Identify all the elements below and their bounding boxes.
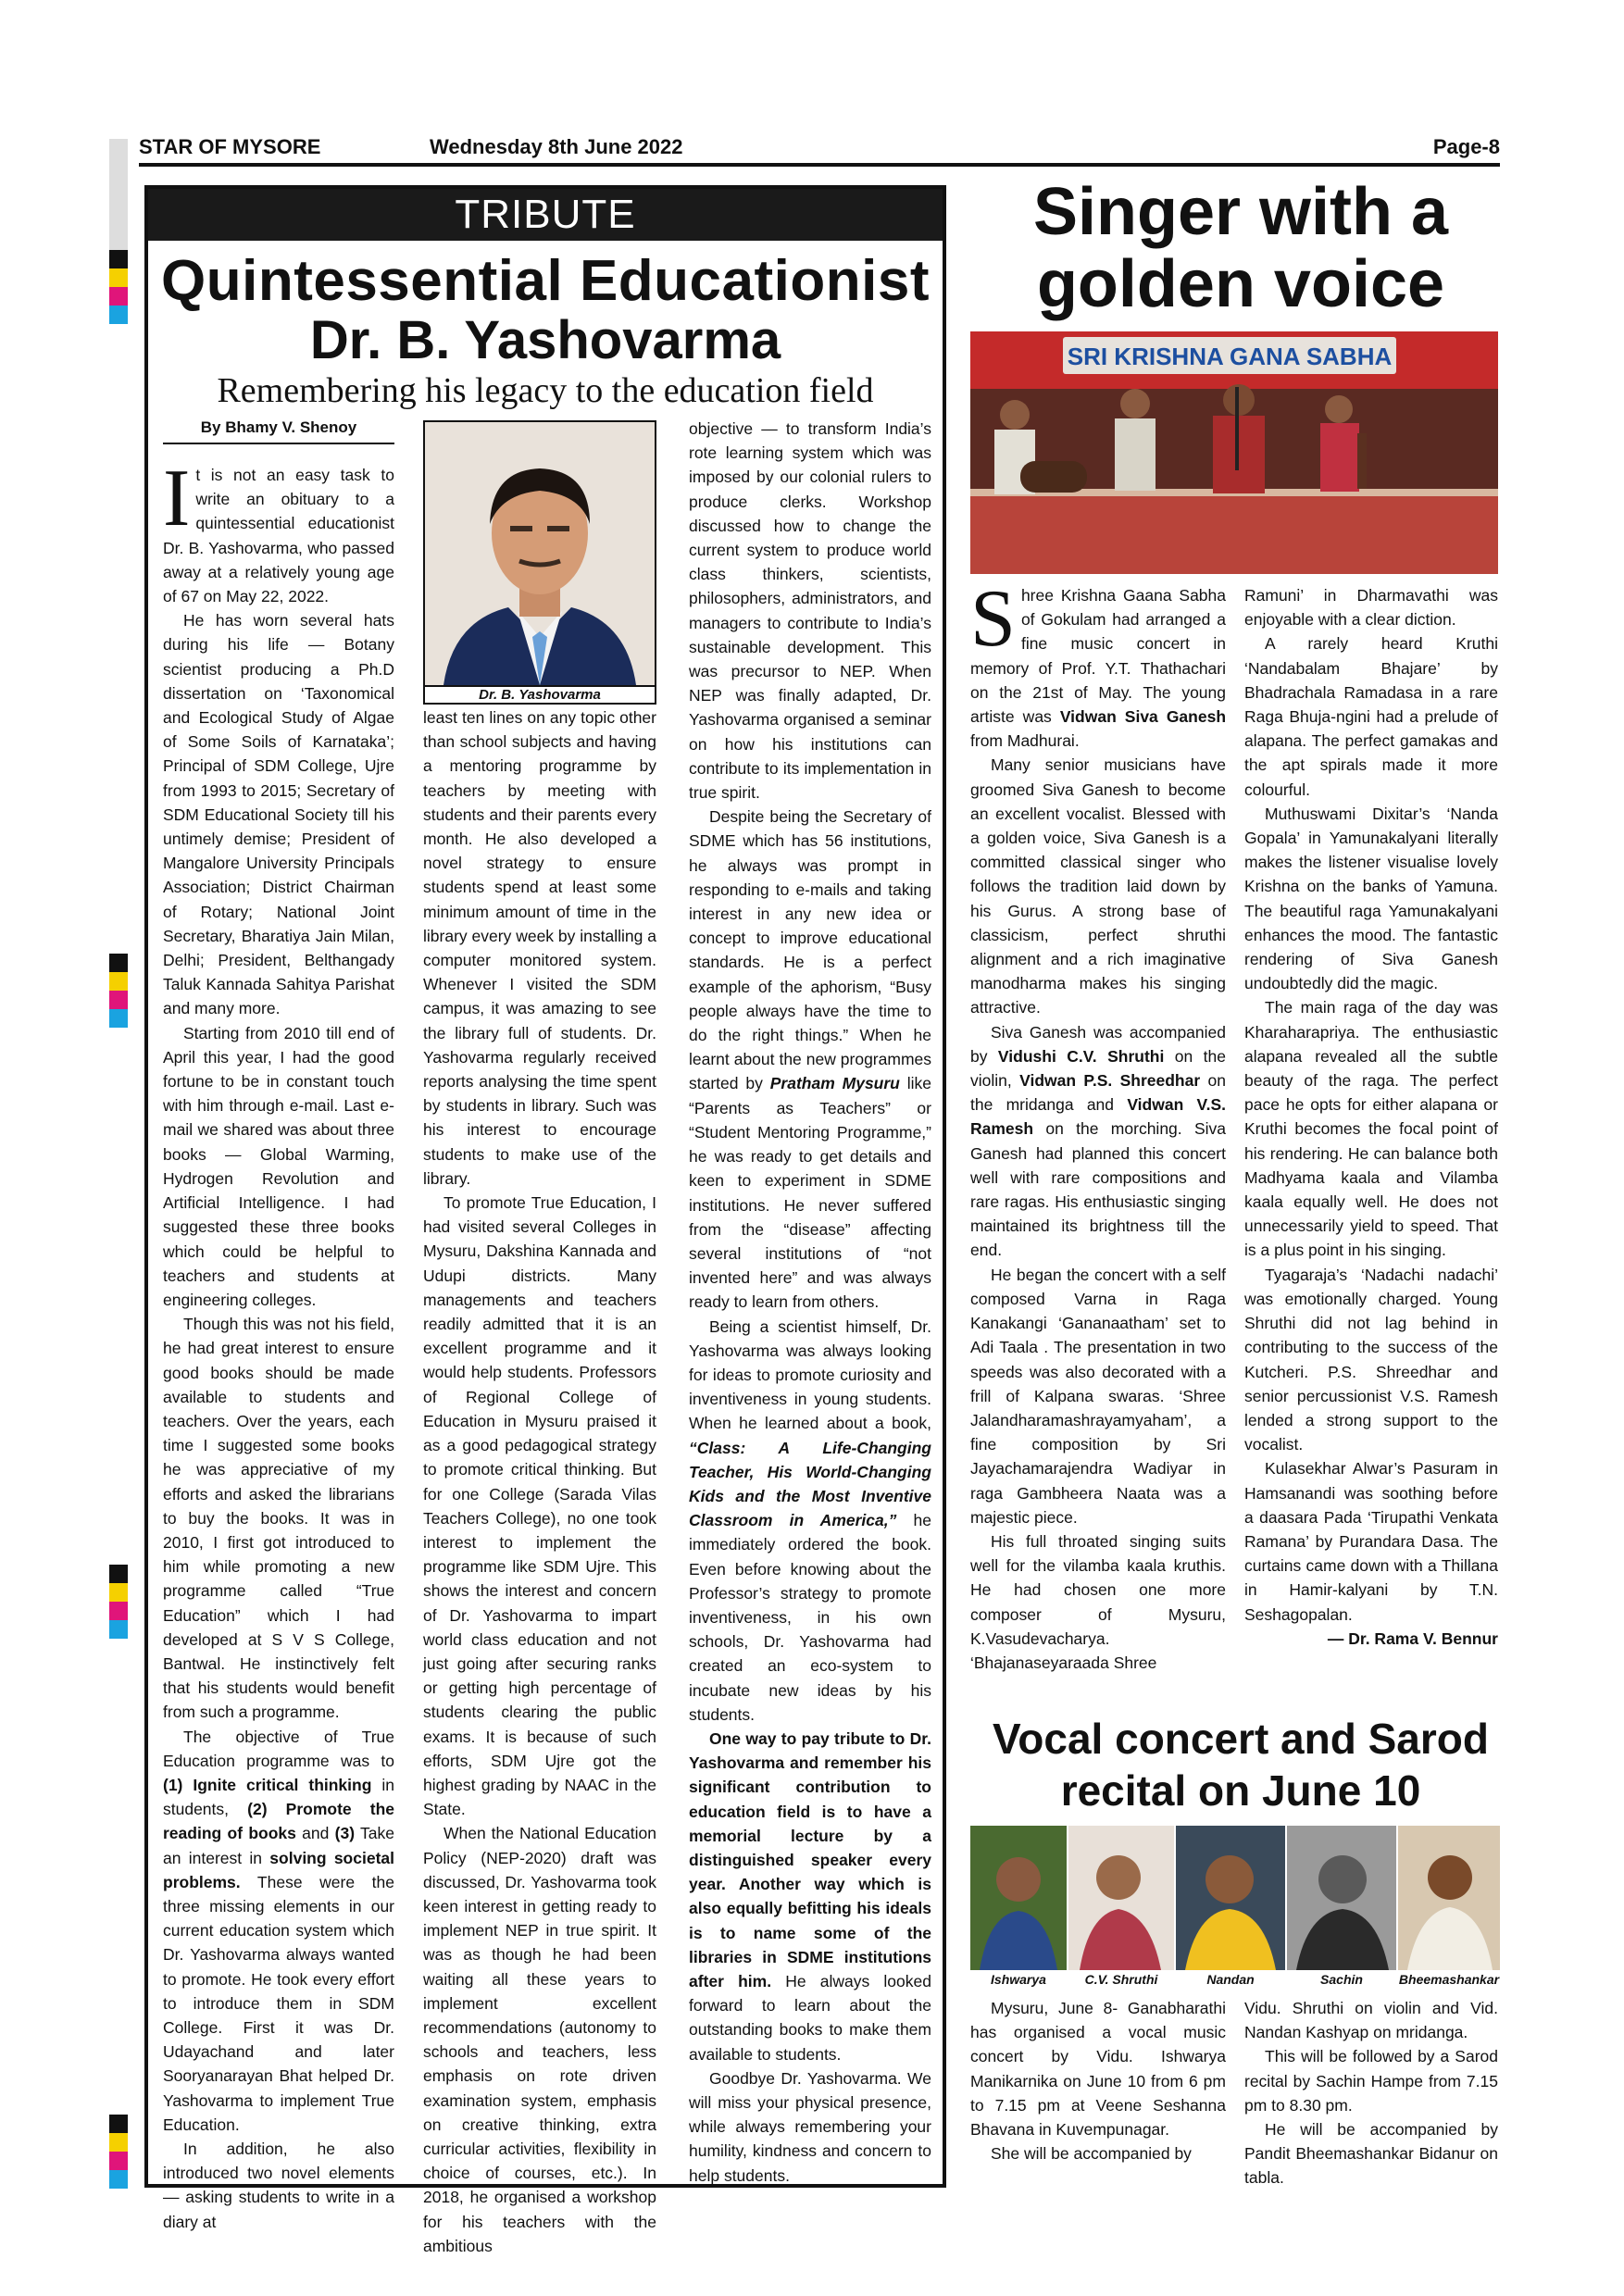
caption-ishwarya: Ishwarya: [991, 1972, 1046, 1987]
paragraph: Tyagaraja’s ‘Nadachi nadachi’ was emotionally charged. Young Shruthi did not lag behind in contributing to the success of the Kutcheri. P.S. Shreedhar and senior percussionist V.S. Ramesh lended a strong support to the vocalist.: [1244, 1265, 1498, 1454]
caption-sachin: Sachin: [1320, 1972, 1363, 1987]
tribute-column-3: [689, 417, 931, 2188]
concert-headline: Vocal concert and Sarod recital on June 10: [993, 1715, 1489, 1815]
concert-column-2: [1244, 1996, 1498, 2190]
photo-sachin: [1287, 1826, 1396, 1970]
photo-nandan: [1176, 1826, 1285, 1970]
headline: Quintessential Educationist: [161, 249, 930, 313]
drop-cap: S: [970, 574, 1016, 664]
concert-column-1: [970, 1996, 1226, 2165]
paragraph: In addition, he also introduced two novel elements — asking students to write in a diary at: [163, 2140, 394, 2231]
portrait-illustration: [1068, 1826, 1174, 1970]
paragraph: Starting from 2010 till end of April this year, I had the good fortune to be in constant touch with him through e-mail. Last e-mail we shared was about three books — Global Warming, Hydrogen Revolution and Artificial Intelligence. I had suggested these three books which could be helpful to teachers and students at engineering colleges.: [163, 1023, 394, 1309]
paragraph: Muthuswami Dixitar’s ‘Nanda Gopala’ in Yamunakalyani literally makes the listener visualise lovely Krishna on the banks of Yamuna. The beautiful raga Yamunakalyani enhances the mood. The fantastic rendering of Siva Ganesh undoubtedly did the magic.: [1244, 804, 1498, 993]
caption-cv-shruthi: C.V. Shruthi: [1084, 1972, 1158, 1987]
singer-headline-2: golden voice: [1036, 247, 1445, 321]
section-band: TRIBUTE: [148, 189, 943, 241]
headline-name: Dr. B. Yashovarma: [309, 310, 781, 370]
paper-name: STAR OF MYSORE: [139, 135, 321, 158]
tribute-column-1: [163, 454, 395, 2234]
paragraph: Many senior musicians have groomed Siva Ganesh to become an excellent vocalist. Blessed with a golden voice, Siva Ganesh is a committed classical singer who follows the tradition laid down by his Gurus. A strong base of classicism, perfect shruthi alignment and a rich imaginative manodharma makes his singing attractive.: [970, 755, 1226, 1017]
portrait-photo: [423, 420, 656, 687]
paragraph: Though this was not his field, he had great interest to ensure good books should be made available to students and teachers. Over the years, each time I suggested some books he was appreciative of my efforts and asked the librarians to buy the books. It was in 2010, I first got introduced to him while promoting a new programme called “True Education” which I had developed at S V S College, Bantwal. He instinctively felt that his students would benefit from such a programme.: [163, 1315, 394, 1722]
paragraph: A rarely heard Kruthi ‘Nandabalam Bhajare’ by Bhadrachala Ramadasa in a rare Raga Bhuja-ngini had a prelude of alapana. The perfect gamakas and the apt spirals made it more colourful.: [1244, 634, 1498, 799]
stage-illustration: [970, 331, 1498, 574]
header-rule: [139, 163, 1500, 167]
caption-bheemashankar: Bheemashankar: [1398, 1972, 1500, 1987]
portrait-illustration: [1176, 1826, 1285, 1970]
singer-column-2: [1244, 583, 1498, 1651]
portrait-illustration: [1287, 1826, 1396, 1970]
photo-bheemashankar: [1398, 1826, 1500, 1970]
stage-banner-text: SRI KRISHNA GANA SABHA: [1067, 343, 1393, 370]
paragraph: Despite being the Secretary of SDME which has 56 institutions, he always was prompt in responding to e-mails and taking interest in any new idea or concept to improve educational standards. He is a perfect example of the aphorism, “Busy people always have the time to do the right things.” When he learnt about the new programmes started by Pratham Mysuru like “Parents as Teachers” or “Student Mentoring Programme,” he was ready to get details and keen to experiment in SDME institutions. He never suffered from the “disease” affecting several institutions of “not invented here” and was always ready to learn from others.: [689, 807, 932, 1312]
paragraph: objective — to transform India’s rote learning system which was imposed by our colonial rulers to produce clerks. Workshop discussed how to change the current system to produce world class thinkers, scientists, philosophers, administrators, and managers to contribute to India’s sustainable development. This was precursor to NEP. When NEP was finally adapted, Dr. Yashovarma organised a seminar on how his institutions can contribute to its implementation in true spirit.: [689, 419, 931, 803]
caption-nandan: Nandan: [1206, 1972, 1255, 1987]
paragraph: To promote True Education, I had visited several Colleges in Mysuru, Dakshina Kannada and Udupi districts. Many managements and teachers readily admitted that it is an excellent programme and it would help students. Professors of Regional College of Education in Mysuru praised it as a good pedagogical strategy to promote critical thinking. But for one College (Sarada Vilas Teachers College), no one took interest to implement the programme like SDM Ujre. This shows the interest and concern of Dr. Yashovarma to impart world class education and not just going after securing ranks or getting high percentage of students clearing the public exams. It is because of such efforts, SDM Ujre got the highest grading by NAAC in the State.: [423, 1193, 656, 1819]
paragraph: Being a scientist himself, Dr. Yashovarma was always looking for ideas to promote curiosity and inventiveness in young students. When he learned about a book, “Class: A Life-Changing Teacher, His World-Changing Kids and the Most Inventive Classroom in America,” he immediately ordered the book. Even before knowing about the Professor’s strategy to promote inventiveness, in his own schools, Dr. Yashovarma had created an eco-system to incubate new ideas by his students.: [689, 1316, 931, 1724]
paragraph: His full throated singing suits well for the vilamba kaala kruthis. He had chosen one more composer of Mysuru, K.Vasudevacharya. ‘Bhajanaseyaraada Shree: [970, 1531, 1226, 1672]
page-number: Page-8: [1432, 135, 1500, 158]
photo-ishwarya: [970, 1826, 1067, 1970]
paragraph: One way to pay tribute to Dr. Yashovarma and remember his significant contribution to education field is to have a memorial lecture by a distinguished speaker every year. Another way which is also equally befitting his ideals is to name some of the libraries in SDME institutions after him. He always looked forward to learn about the outstanding books to make them available to students.: [689, 1728, 931, 2064]
page-header: [139, 135, 1500, 163]
concert-photo: [970, 331, 1498, 574]
paragraph: This will be followed by a Sarod recital by Sachin Hampe from 7.15 pm to 8.30 pm.: [1244, 2047, 1498, 2115]
issue-date: Wednesday 8th June 2022: [430, 135, 683, 158]
paragraph: Siva Ganesh was accompanied by Vidushi C.V. Shruthi on the violin, Vidwan P.S. Shreedhar on the mridanga and Vidwan V.S. Ramesh on the morching. Siva Ganesh had planned this concert well with rare compositions and rare ragas. His enthusiastic singing maintained its brightness till the end.: [970, 1022, 1227, 1260]
paragraph: He began the concert with a self composed Varna in Raga Kanakangi ‘Gananaatham’ set to Adi Taala . The presentation in two speeds was also decorated with a frill of Kalpana swaras. ‘Shree Jalandharamashrayamyaham’, a fine composition by Sri Jayachamarajendra Wadiyar in raga Gambheera Naata was a majestic piece.: [970, 1265, 1226, 1527]
paragraph: Goodbye Dr. Yashovarma. We will miss your physical presence, while always remembering your humility, kindness and concern to help students.: [689, 2068, 931, 2185]
registration-bar: [109, 1565, 128, 1639]
photo-cv-shruthi: [1068, 1826, 1174, 1970]
author-signoff: — Dr. Rama V. Bennur: [1327, 1628, 1498, 1648]
paragraph: Mysuru, June 8- Ganabharathi has organised a vocal music concert by Vidu. Ishwarya Manikarnika on June 10 from 6 pm to 7.15 pm at Veene Seshanna Bhavana in Kuvempunagar.: [970, 1999, 1226, 2140]
paragraph: The objective of True Education programme was to (1) Ignite critical thinking in students, (2) Promote the reading of books and (3) Take an interest in solving societal problems. These were the three missing elements in our current education system which Dr. Yashovarma always wanted to promote. He took every effort to introduce them in SDM College. First it was Dr. Udayachand and later Sooryanarayan Bhat helped Dr. Yashovarma to implement True Education.: [163, 1727, 395, 2134]
paragraph: When the National Education Policy (NEP-2020) draft was discussed, Dr. Yashovarma took keen interest in getting ready to implement NEP in true spirit. It was as though he had been waiting all these years to implement excellent recommendations (autonomy to schools and teachers, less emphasis on rote driven examination system, emphasis on creative thinking, extra curricular activities, flexibility in choice of courses, etc.). In 2018, he organised a workshop for his teachers with the ambitious: [423, 1824, 656, 2255]
portrait-illustration: [970, 1826, 1067, 1970]
byline: By Bhamy V. Shenoy: [163, 418, 394, 444]
tribute-column-2: [423, 705, 656, 2258]
paragraph: He has worn several hats during his life — Botany scientist producing a Ph.D dissertation on ‘Taxonomical and Ecological Study of Algae of Some Soils of Karnataka’; Principal of SDM College, Ujre from 1993 to 2015; Secretary of SDM Educational Society till his untimely demise; President of Mangalore University Principals Association; District Chairman of Rotary; National Joint Secretary, Bharatiya Jain Milan, Delhi; President, Belthangady Taluk Kannada Sahitya Parishat and many more.: [163, 611, 394, 1018]
person-illustration: [425, 422, 655, 685]
paragraph: The main raga of the day was Kharaharapriya. The enthusiastic alapana revealed all the subtle beauty of the raga. The perfect pace he opts for either alapana or Kruthi becomes the focal point of his rendering. He can balance both Madhyama kaala and Vilamba kaala equally well. He does not unnecessarily yield to speed. That is a plus point in his singing.: [1244, 998, 1498, 1260]
paragraph: He will be accompanied by Pandit Bheemashankar Bidanur on tabla.: [1244, 2120, 1498, 2188]
tribute-article: [144, 185, 946, 2255]
drop-cap: I: [163, 454, 191, 543]
paragraph: t is not an easy task to write an obituary to a quintessential educationist Dr. B. Yashovarma, who passed away at a relatively young age of 67 on May 22, 2022.: [163, 466, 394, 606]
registration-bar: [109, 139, 128, 324]
portrait-illustration: [1398, 1826, 1500, 1970]
singer-column-1: Shree Krishna Gaana Sabha of Gokulam had arranged a fine music concert in memory of Prof. Y.T. Thathachari on the 21st of May. The young artiste was Vidwan Siva Ganesh from Madhurai. Many senior musicians have groomed Siva Ganesh to become an excellent vocalist. Blessed with a golden voice, Siva Ganesh is a committed classical singer who follows the tradition laid down by his Gurus. A strong base of classicism, perfect shruthi alignment and a rich imaginative manodharma makes his singing attractive. Siva Ganesh was accompanied by Vidushi C.V. Shruthi on the violin, Vidwan P.S. Shreedhar on the mridanga and Vidwan V.S. Ramesh on the morching. Siva Ganesh had planned this concert well with rare compositions and rare ragas. His enthusiastic singing maintained its brightness till the end. He began the concert with a self composed Varna in Raga Kanakangi ‘Gananaatham’ set to Adi Taala . The presentation in two speeds was also decorated with a frill of Kalpana swaras. ‘Shree Jalandharamashrayamyaham’, a fine composition by Sri Jayachamarajendra Wadiyar in raga Gambheera Naata was a majestic piece. His full throated singing suits well for the vilamba kaala kruthis. He had chosen one more composer of Mysuru, K.Vasudevacharya. ‘Bhajanaseyaraada Shree: [970, 583, 1226, 1675]
paragraph: Kulasekhar Alwar’s Pasuram in Hamsanandi was soothing before a daasara Pada ‘Tirupathi Venkata Ramana’ by Purandara Dasa. The curtains came down with a Thillana in Hamir-kalyani by T.N. Seshagopalan.: [1244, 1459, 1498, 1624]
singer-headline: Singer with a: [1032, 175, 1449, 249]
registration-bar: [109, 954, 128, 1028]
paragraph: least ten lines on any topic other than school subjects and having a mentoring programme by teachers by meeting with students and their parents every month. He also developed a novel strategy to ensure students spend at least some minimum amount of time in the library every week by installing a computer monitored system. Whenever I visited the SDM campus, it was amazing to see the library full of students. Dr. Yashovarma regularly received reports analysing the time spent by students in library. Such was his interest to encourage students to make use of the library.: [423, 708, 656, 1188]
subheadline: Remembering his legacy to the education field: [217, 371, 874, 410]
paragraph: She will be accompanied by: [991, 2144, 1192, 2164]
paragraph: Vidu. Shruthi on violin and Vid. Nandan Kashyap on mridanga.: [1244, 1999, 1498, 2042]
registration-bar: [109, 2115, 128, 2189]
paragraph: Ramuni’ in Dharmavathi was enjoyable with a clear diction.: [1244, 586, 1498, 630]
photo-caption: Dr. B. Yashovarma: [423, 687, 656, 705]
